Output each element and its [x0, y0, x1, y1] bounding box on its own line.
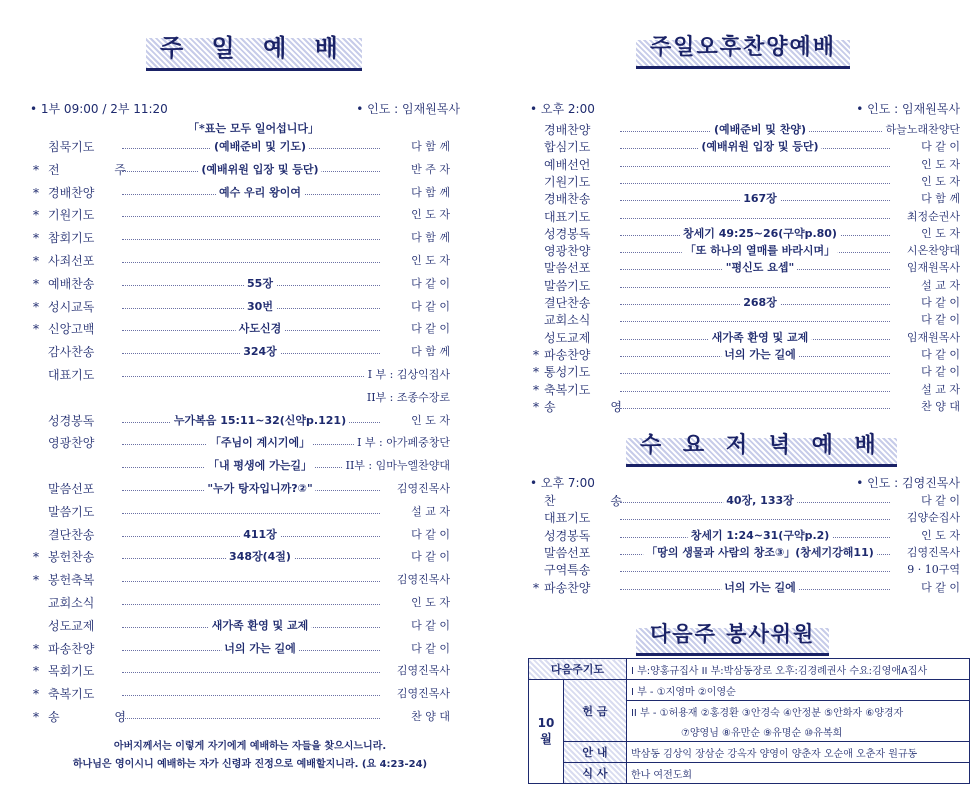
standing-mark: * [33, 162, 39, 177]
dot-leader [122, 695, 380, 696]
order-label: 경배찬송 [544, 192, 591, 207]
order-label: 합심기도 [544, 140, 591, 155]
order-label: 성경봉독 [544, 528, 591, 543]
order-label: 송 영 [48, 710, 126, 724]
sunday-order-row [30, 320, 450, 338]
order-person: 인 도 자 [918, 527, 960, 545]
order-person: 다 같 이 [408, 275, 450, 293]
dot-leader [122, 604, 380, 605]
dot-leader [620, 408, 890, 409]
afternoon-order-row [530, 156, 960, 174]
standing-mark: * [533, 580, 539, 595]
sunday-order-row [30, 662, 450, 680]
guide-label: 안 내 [564, 742, 627, 763]
order-person: 설 교 자 [918, 381, 960, 399]
order-person: 다 같 이 [918, 363, 960, 381]
order-person: 임재원목사 [904, 329, 960, 347]
order-person: II부 : 임마누엘찬양대 [343, 457, 450, 475]
afternoon-service-heading [650, 30, 836, 61]
order-label: 봉헌축복 [48, 573, 95, 588]
standing-mark: * [33, 687, 39, 702]
order-content: (예배준비 및 찬양) [711, 121, 809, 139]
dot-leader [620, 218, 890, 219]
offering-second-service-a: II 부 - ①허용재 ②홍경환 ③안경숙 ④안정분 ⑤안화자 ⑥양경자 [626, 701, 969, 722]
wednesday-order-row [530, 561, 960, 579]
offering-label: 헌 금 [564, 680, 627, 742]
order-content: 창세기 1:24~31(구약p.2) [688, 527, 833, 545]
sunday-order-row [30, 389, 450, 407]
order-person: 김영진목사 [394, 480, 450, 498]
order-label: 성경봉독 [544, 226, 591, 241]
wednesday-order-row [530, 509, 960, 527]
afternoon-order-row [530, 311, 960, 329]
order-person: II부 : 조종수장로 [364, 389, 450, 407]
order-person: 김영진목사 [394, 571, 450, 589]
standing-mark: * [33, 276, 39, 291]
prayer-label: 다음주기도 [529, 659, 627, 680]
sunday-order-row [30, 548, 450, 566]
order-label: 통성기도 [544, 365, 591, 380]
order-content: 창세기 49:25~26(구약p.80) [680, 225, 840, 243]
dot-leader [620, 287, 890, 288]
wednesday-order-row [530, 492, 960, 510]
order-person: 임재원목사 [904, 259, 960, 277]
order-content: 새가족 환영 및 교제 [209, 617, 312, 635]
order-person: 다 같 이 [918, 294, 960, 312]
afternoon-order-row [530, 138, 960, 156]
order-person: I 부 : 김상익집사 [365, 366, 450, 384]
scripture-footer [40, 738, 460, 774]
order-person: 찬 양 대 [918, 398, 960, 416]
order-label: 영광찬양 [48, 436, 95, 451]
sunday-order-row [30, 229, 450, 247]
order-person: 다 같 이 [918, 346, 960, 364]
order-content: 새가족 환영 및 교제 [709, 329, 812, 347]
order-label: 대표기도 [48, 368, 95, 382]
afternoon-order-row [530, 208, 960, 226]
sunday-order-row [30, 161, 450, 179]
order-person: 찬 양 대 [408, 708, 450, 726]
dot-leader [620, 391, 890, 392]
wednesday-time: • 오후 7:00 [530, 476, 595, 490]
order-label: 경배찬양 [544, 123, 591, 137]
order-label: 감사찬송 [48, 345, 95, 360]
standing-mark: * [533, 382, 539, 397]
order-label: 축복기도 [48, 687, 95, 702]
order-label: 결단찬송 [544, 296, 591, 310]
sunday-order-row [30, 298, 450, 316]
order-person: 하늘노래찬양단 [883, 121, 960, 139]
dot-leader [620, 166, 890, 167]
afternoon-order-row [530, 398, 960, 416]
standing-mark: * [33, 573, 39, 588]
standing-mark: * [533, 347, 539, 362]
afternoon-order-row [530, 294, 960, 312]
order-label: 말씀선포 [544, 545, 591, 560]
dot-leader [620, 571, 890, 572]
order-person: 시온찬양대 [904, 242, 960, 260]
sunday-order-row [30, 184, 450, 202]
dot-leader [122, 581, 380, 582]
order-content: 348장(4절) [226, 548, 294, 566]
order-person: 설 교 자 [408, 503, 450, 521]
order-person: 다 같 이 [408, 320, 450, 338]
afternoon-order-row [530, 329, 960, 347]
service-committee-title: 다음주 봉사위원 [650, 622, 816, 646]
order-label: 말씀기도 [48, 504, 95, 519]
order-label: 말씀기도 [544, 278, 591, 293]
order-person: 다 같 이 [408, 640, 450, 658]
order-content: 「주님이 계시기에」 [207, 434, 313, 452]
afternoon-order-row [530, 242, 960, 260]
afternoon-order-row [530, 190, 960, 208]
order-content: 55장 [244, 275, 276, 293]
dot-leader [122, 216, 380, 217]
order-person: 다 같 이 [408, 298, 450, 316]
standing-mark: * [533, 365, 539, 380]
order-person: 다 같 이 [918, 579, 960, 597]
order-content: "평신도 요셉" [723, 259, 797, 277]
order-content: 268장 [740, 294, 780, 312]
standing-mark: * [33, 664, 39, 679]
meal-label: 식 사 [564, 763, 627, 784]
wednesday-order-row [530, 544, 960, 562]
dot-leader [620, 519, 890, 520]
sunday-order-row [30, 206, 450, 224]
standing-mark: * [33, 550, 39, 565]
order-label: 봉헌찬송 [48, 550, 95, 565]
meal-value: 한나 여전도회 [626, 763, 969, 784]
order-person: 다 함 께 [408, 229, 450, 247]
wednesday-leader: • 인도 : 김영진목사 [856, 476, 960, 490]
guide-value: 박삼동 김상익 장삼순 강옥자 양영이 양춘자 오순애 오춘자 원규동 [626, 742, 969, 763]
order-label: 말씀선포 [544, 261, 591, 276]
standing-mark: * [33, 231, 39, 246]
dot-leader [122, 672, 380, 673]
order-person: 다 함 께 [918, 190, 960, 208]
order-person: 인 도 자 [918, 225, 960, 243]
order-person: 인 도 자 [408, 594, 450, 612]
afternoon-order-row [530, 259, 960, 277]
order-person: 인 도 자 [408, 206, 450, 224]
sunday-service-title: 주 일 예 배 [160, 34, 348, 62]
order-person: 다 같 이 [918, 138, 960, 156]
standing-mark: * [33, 185, 39, 200]
order-label: 찬 송 [544, 494, 622, 508]
afternoon-service-title: 주일오후찬양예배 [650, 35, 837, 60]
order-person: 다 함 께 [408, 343, 450, 361]
sunday-order-row [30, 708, 450, 726]
sunday-leader: • 인도 : 임재원목사 [356, 102, 460, 116]
order-person: 다 같 이 [408, 548, 450, 566]
order-label: 예배찬송 [48, 276, 95, 291]
sunday-order-row [30, 275, 450, 293]
order-label: 대표기도 [544, 209, 591, 224]
afternoon-time: • 오후 2:00 [530, 102, 595, 116]
order-content: 너의 가는 길에 [721, 346, 798, 364]
order-content: 「내 평생에 가는길」 [205, 457, 315, 475]
order-label: 기원기도 [544, 174, 591, 189]
order-label: 목회기도 [48, 664, 95, 679]
standing-mark: * [33, 208, 39, 223]
order-content: 누가복음 15:11~32(신약p.121) [171, 412, 349, 430]
sunday-order-row [30, 594, 450, 612]
dot-leader [620, 321, 890, 322]
order-person: 인 도 자 [918, 156, 960, 174]
afternoon-order-row [530, 277, 960, 295]
order-label: 성도교제 [48, 618, 95, 633]
order-label: 파송찬양 [544, 347, 591, 362]
order-label: 대표기도 [544, 511, 591, 526]
sunday-order-row [30, 434, 450, 452]
standing-mark: * [33, 299, 39, 314]
month-cell: 10월 [529, 680, 564, 784]
order-person: I 부 : 아가페중창단 [354, 434, 450, 452]
sunday-order-row [30, 685, 450, 703]
standing-mark: * [33, 710, 39, 724]
wednesday-order-row [530, 579, 960, 597]
standing-mark: * [33, 322, 39, 337]
footer-line-2: 하나님은 영이시니 예배하는 자가 신령과 진정으로 예배할지니라. (요 4:23-24) [72, 759, 428, 770]
order-label: 파송찬양 [48, 641, 95, 656]
dot-leader [122, 376, 380, 377]
order-content: 「또 하나의 열매를 바라시며」 [682, 242, 838, 260]
standing-mark: * [33, 254, 39, 268]
prayer-value: I 부:양홍규집사 II 부:박삼동장로 오후:김경례권사 수요:김영애A집사 [626, 659, 969, 680]
sunday-order-row [30, 571, 450, 589]
sunday-order-row [30, 412, 450, 430]
order-person: 인 도 자 [408, 412, 450, 430]
standing-mark: * [533, 399, 539, 414]
order-content: 너의 가는 길에 [721, 579, 798, 597]
order-content: 사도신경 [236, 320, 285, 338]
order-person: 김영진목사 [394, 685, 450, 703]
order-label: 성시교독 [48, 299, 95, 314]
order-label: 결단찬송 [48, 527, 95, 542]
order-person: 설 교 자 [918, 277, 960, 295]
wednesday-service-title: 수 요 저 녁 예 배 [640, 433, 883, 458]
afternoon-order-row [530, 381, 960, 399]
order-content: 411장 [240, 526, 280, 544]
order-content: (예배위원 입장 및 등단) [698, 138, 821, 156]
afternoon-order-row [530, 363, 960, 381]
order-label: 영광찬양 [544, 244, 591, 259]
order-content: "누가 탕자입니까?②" [204, 480, 315, 498]
order-content: (예배위원 입장 및 등단) [198, 161, 321, 179]
order-person: 김영진목사 [904, 544, 960, 562]
order-person: 다 같 이 [918, 492, 960, 510]
dot-leader [620, 373, 890, 374]
order-label: 참회기도 [48, 231, 95, 246]
order-label: 축복기도 [544, 382, 591, 397]
order-label: 송 영 [544, 399, 622, 414]
order-person: 다 같 이 [918, 311, 960, 329]
offering-second-service-b: ⑦양영님 ⑧유만순 ⑨유명순 ⑩유복희 [626, 721, 969, 742]
sunday-order-row [30, 503, 450, 521]
sunday-order-row [30, 617, 450, 635]
wednesday-order-row [530, 527, 960, 545]
footer-line-1: 아버지께서는 이렇게 자기에게 예배하는 자들을 찾으시느니라. [113, 741, 387, 752]
order-label: 성도교제 [544, 330, 591, 345]
dot-leader [122, 239, 380, 240]
standing-mark: * [33, 641, 39, 656]
dot-leader [122, 718, 380, 719]
order-content: 예수 우리 왕이여 [216, 184, 304, 202]
sunday-order-row [30, 343, 450, 361]
order-label: 침묵기도 [48, 140, 95, 154]
order-content: 324장 [240, 343, 280, 361]
order-content: 167장 [740, 190, 780, 208]
order-person: 인 도 자 [918, 173, 960, 191]
order-label: 사죄선포 [48, 254, 95, 268]
order-person: 다 함 께 [408, 184, 450, 202]
order-person: 인 도 자 [408, 252, 450, 270]
order-label: 성경봉독 [48, 413, 95, 428]
order-person: 다 같 이 [408, 617, 450, 635]
order-person: 김영진목사 [394, 662, 450, 680]
order-label: 기원기도 [48, 208, 95, 223]
dot-leader [122, 262, 380, 263]
order-person: 최정순권사 [904, 208, 960, 226]
order-label: 전 주 [48, 162, 126, 177]
sunday-order-row [30, 138, 450, 156]
order-label: 교회소식 [544, 313, 591, 328]
order-person: 김양순집사 [904, 509, 960, 527]
order-content: 「땅의 생물과 사람의 창조③」(창세기강해11) [643, 544, 877, 562]
order-label: 구역특송 [544, 563, 591, 578]
service-committee-table [528, 658, 970, 784]
order-label: 신앙고백 [48, 322, 95, 337]
standing-note: 「*표는 모두 일어섭니다」 [188, 122, 320, 135]
order-label: 예배선언 [544, 157, 591, 172]
order-person: 9 · 10구역 [904, 561, 960, 579]
order-person: 반 주 자 [408, 161, 450, 179]
offering-first-service: I 부 - ①지영마 ②이영순 [626, 680, 969, 701]
sunday-order-row [30, 480, 450, 498]
afternoon-order-row [530, 225, 960, 243]
order-content: (예배준비 및 기도) [211, 138, 309, 156]
dot-leader [122, 513, 380, 514]
order-label: 경배찬양 [48, 185, 95, 200]
afternoon-order-row [530, 346, 960, 364]
afternoon-leader: • 인도 : 임재원목사 [856, 102, 960, 116]
sunday-time: • 1부 09:00 / 2부 11:20 [30, 102, 168, 116]
sunday-order-row [30, 640, 450, 658]
dot-leader [620, 183, 890, 184]
order-label: 교회소식 [48, 596, 95, 610]
order-label: 파송찬양 [544, 580, 591, 595]
afternoon-order-row [530, 121, 960, 139]
sunday-order-row [30, 366, 450, 384]
afternoon-order-row [530, 173, 960, 191]
order-person: 다 함 께 [408, 138, 450, 156]
order-content: 40장, 133장 [723, 492, 797, 510]
order-content: 너의 가는 길에 [221, 640, 298, 658]
sunday-order-row [30, 526, 450, 544]
sunday-order-row [30, 457, 450, 475]
order-label: 말씀선포 [48, 482, 95, 496]
wednesday-service-heading [640, 428, 883, 459]
order-person: 다 같 이 [408, 526, 450, 544]
sunday-order-row [30, 252, 450, 270]
service-committee-heading [650, 618, 815, 648]
order-content: 30번 [244, 298, 276, 316]
sunday-service-heading [160, 28, 348, 63]
